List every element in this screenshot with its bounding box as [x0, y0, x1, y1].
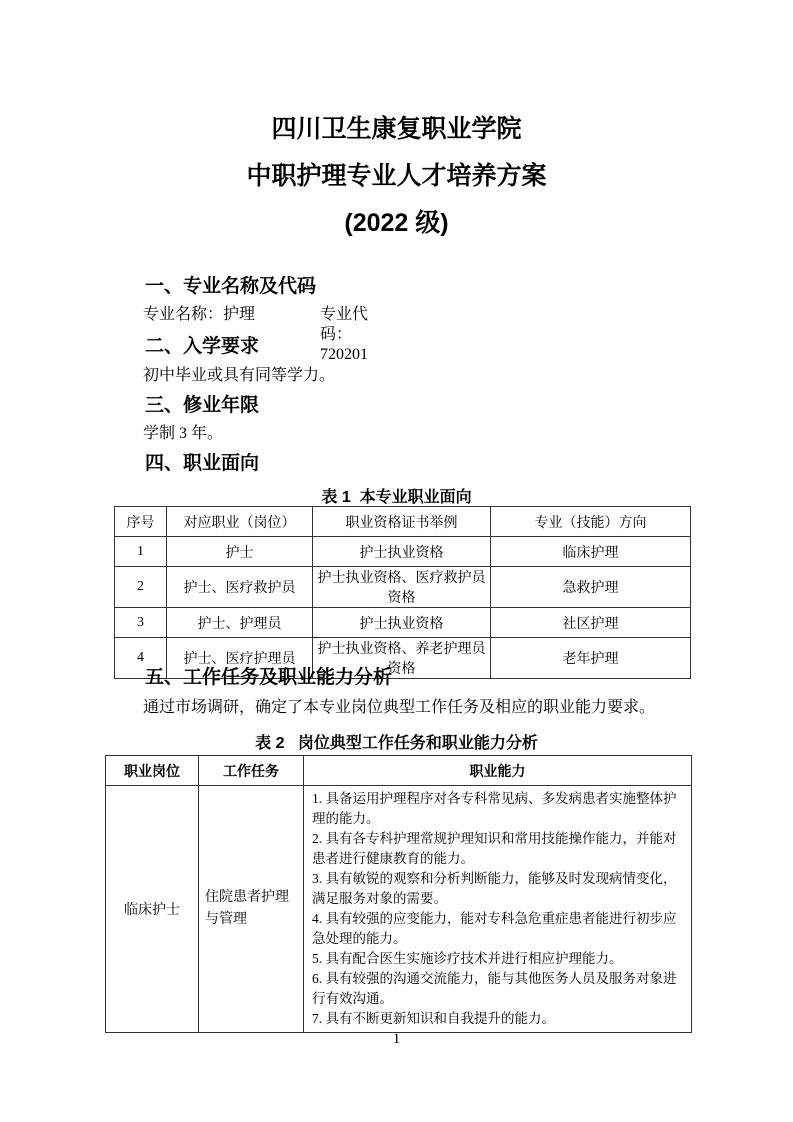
ability-item: 1. 具备运用护理程序对各专科常见病、多发病患者实施整体护理的能力。	[312, 791, 677, 826]
table-cell: 老年护理	[491, 638, 691, 679]
table-cell: 4	[115, 638, 167, 679]
abilities-cell	[304, 786, 692, 1033]
table-row	[106, 756, 692, 786]
ability-item: 7. 具有不断更新知识和自我提升的能力。	[312, 1011, 555, 1026]
table-cell: 2	[115, 567, 167, 608]
ability-item: 5. 具有配合医生实施诊疗技术并进行相应护理能力。	[312, 951, 623, 966]
title-line-1: 四川卫生康复职业学院	[271, 115, 522, 143]
title-line-3: (2022 级)	[344, 209, 449, 237]
table-header-cell: 职业能力	[304, 756, 692, 786]
section-5-body: 通过市场调研，确定了本专业岗位典型工作任务及相应的职业能力要求。	[143, 699, 656, 716]
table-header-cell: 序号	[115, 507, 167, 537]
table-cell: 护士执业资格	[313, 608, 491, 638]
section-3-heading: 三、修业年限	[145, 395, 260, 416]
table-row	[115, 507, 691, 537]
title-line-2: 中职护理专业人才培养方案	[246, 162, 547, 190]
table-header-cell: 职业岗位	[106, 756, 199, 786]
table-cell: 护士、医疗救护员	[167, 567, 313, 608]
work-task-cell: 住院患者护理与管理	[199, 786, 304, 1033]
table-1-caption: 表 1 本专业职业面向	[321, 489, 472, 506]
ability-item: 6. 具有较强的沟通交流能力，能与其他医务人员及服务对象进行有效沟通。	[312, 971, 677, 1006]
ability-item: 3. 具有敏锐的观察和分析判断能力，能够及时发现病情变化，满足服务对象的需要。	[312, 871, 677, 906]
table-row	[115, 567, 691, 608]
table-cell: 护士、医疗护理员	[167, 638, 313, 679]
ability-item: 2. 具有各专科护理常规护理知识和常用技能操作能力，并能对患者进行健康教育的能力。	[312, 831, 677, 866]
table-work-tasks-abilities	[105, 755, 692, 1033]
table-cell: 护士	[167, 537, 313, 567]
table-cell: 护士执业资格、医疗救护员资格	[313, 567, 491, 608]
section-4-heading: 四、职业面向	[145, 453, 260, 474]
section-1-heading: 一、专业名称及代码	[145, 276, 317, 297]
table-cell: 临床护理	[491, 537, 691, 567]
page-number: 1	[392, 1031, 401, 1047]
table-header-cell: 工作任务	[199, 756, 304, 786]
ability-item: 4. 具有较强的应变能力，能对专科急危重症患者能进行初步应急处理的能力。	[312, 911, 677, 946]
table-cell: 1	[115, 537, 167, 567]
major-code-value: 专业代码：720201	[320, 306, 369, 363]
table-cell: 3	[115, 608, 167, 638]
table-cell: 护士执业资格、养老护理员资格	[313, 638, 491, 679]
table-row	[115, 608, 691, 638]
section-3-body: 学制 3 年。	[143, 425, 224, 442]
table-cell: 急救护理	[491, 567, 691, 608]
table-row	[106, 786, 692, 1033]
table-header-cell: 对应职业（岗位）	[167, 507, 313, 537]
table-cell: 社区护理	[491, 608, 691, 638]
document-title	[0, 106, 793, 247]
table-cell: 护士执业资格	[313, 537, 491, 567]
table-career-orientation	[114, 506, 691, 679]
section-2-body: 初中毕业或具有同等学力。	[143, 367, 336, 384]
major-name-value: 专业名称：护理	[143, 306, 256, 323]
section-2-heading: 二、入学要求	[145, 336, 260, 357]
section-5-heading: 五、工作任务及职业能力分析	[145, 667, 393, 688]
table-row	[115, 537, 691, 567]
table-cell: 护士、护理员	[167, 608, 313, 638]
table-2-caption: 表 2 岗位典型工作任务和职业能力分析	[255, 735, 538, 752]
table-header-cell: 专业（技能）方向	[491, 507, 691, 537]
table-header-cell: 职业资格证书举例	[313, 507, 491, 537]
job-position-cell: 临床护士	[106, 786, 199, 1033]
